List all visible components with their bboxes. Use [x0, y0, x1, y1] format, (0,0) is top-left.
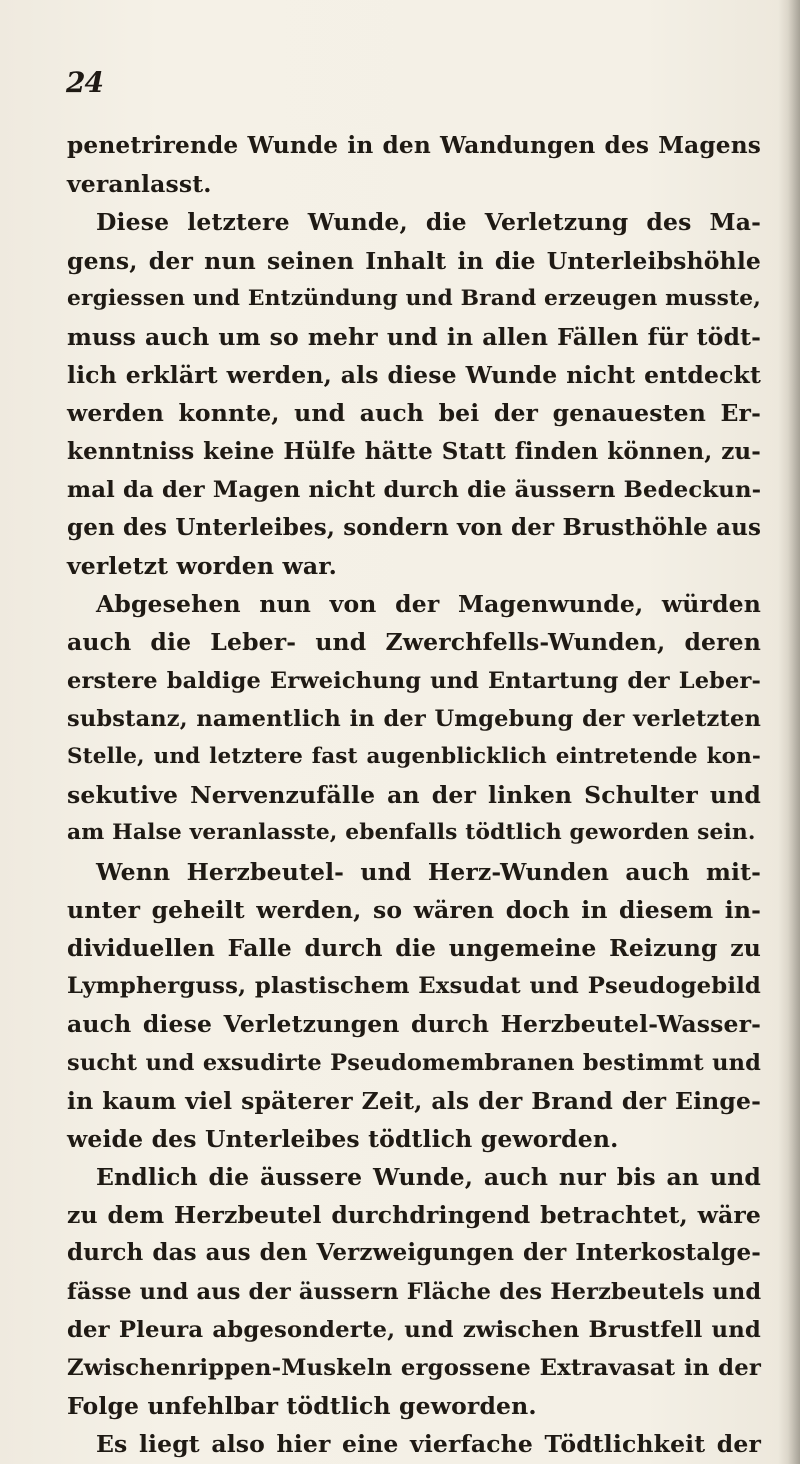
- text-line: durch das aus den Verzweigungen der Interkostalge-: [67, 1239, 761, 1267]
- text-line: sucht und exsudirte Pseudomembranen bestimmt und: [67, 1049, 761, 1076]
- text-line: kenntniss keine Hülfe hätte Statt finden können, zu-: [67, 437, 761, 465]
- text-line: in kaum viel späterer Zeit, als der Brand der Einge-: [67, 1086, 761, 1115]
- text-line: der Pleura abgesonderte, und zwischen Brustfell und: [67, 1316, 761, 1343]
- text-line: substanz, namentlich in der Umgebung der verletzten: [67, 705, 761, 732]
- text-line: Zwischenrippen-Muskeln ergossene Extravasat in der: [67, 1355, 761, 1381]
- text-line: erstere baldige Erweichung und Entartung der Leber-: [67, 667, 761, 694]
- text-line: veranlasst.: [67, 170, 212, 199]
- text-line: auch diese Verletzungen durch Herzbeutel-Wasser-: [67, 1010, 761, 1039]
- text-line: gens, der nun seinen Inhalt in die Unterleibshöhle: [67, 246, 761, 275]
- text-line: lich erklärt werden, als diese Wunde nicht entdeckt: [67, 361, 761, 390]
- text-line: mal da der Magen nicht durch die äussern Bedeckun-: [67, 476, 762, 503]
- text-line: dividuellen Falle durch die ungemeine Reizung zu: [67, 933, 761, 962]
- body-text: [67, 127, 761, 1464]
- text-line: ergiessen und Entzündung und Brand erzeugen musste,: [67, 285, 761, 311]
- text-line: weide des Unterleibes tödtlich geworden.: [67, 1124, 619, 1153]
- text-line: verletzt worden war.: [67, 552, 337, 581]
- text-line: zu dem Herzbeutel durchdringend betrachtet, wäre: [67, 1201, 761, 1230]
- text-line: Diese letztere Wunde, die Verletzung des Ma-: [96, 208, 761, 237]
- text-line: am Halse veranlasste, ebenfalls tödtlich geworden sein.: [67, 820, 756, 846]
- text-line: gen des Unterleibes, sondern von der Brusthöhle aus: [67, 513, 762, 541]
- page-number: 24: [66, 66, 103, 99]
- text-line: Wenn Herzbeutel- und Herz-Wunden auch mit-: [96, 857, 761, 886]
- text-line: Es liegt also hier eine vierfache Tödtlichkeit der: [96, 1430, 761, 1459]
- text-line: Lympherguss, plastischem Exsudat und Pseudogebild: [67, 973, 761, 1000]
- text-line: Endlich die äussere Wunde, auch nur bis an und: [96, 1163, 761, 1192]
- text-line: Stelle, und letztere fast augenblicklich eintretende kon-: [67, 744, 761, 769]
- text-line: unter geheilt werden, so wären doch in diesem in-: [67, 895, 761, 924]
- text-line: auch die Leber- und Zwerchfells-Wunden, deren: [67, 628, 761, 657]
- text-line: sekutive Nervenzufälle an der linken Schulter und: [67, 781, 761, 810]
- text-line: penetrirende Wunde in den Wandungen des Magens: [67, 132, 761, 159]
- text-line: werden konnte, und auch bei der genauesten Er-: [67, 399, 761, 428]
- page-gutter-shadow: [778, 0, 800, 1464]
- text-line: fässe und aus der äussern Fläche des Herzbeutels und: [67, 1278, 762, 1305]
- text-line: Abgesehen nun von der Magenwunde, würden: [96, 590, 761, 619]
- text-line: Folge unfehlbar tödtlich geworden.: [67, 1392, 537, 1421]
- text-line: muss auch um so mehr und in allen Fällen für tödt-: [67, 322, 761, 351]
